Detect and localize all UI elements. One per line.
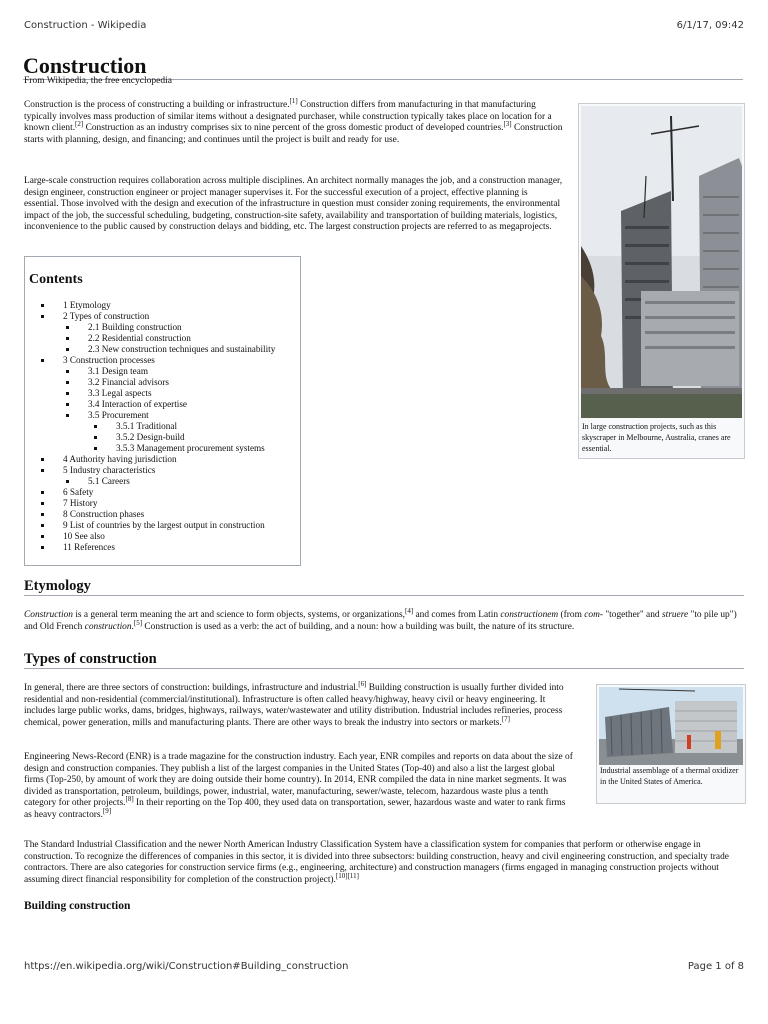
toc-bullet-icon	[41, 524, 44, 527]
toc-item[interactable]	[25, 322, 300, 333]
toc-item-label[interactable]: 6 Safety	[63, 487, 94, 497]
toc-item-label[interactable]: 2.3 New construction techniques and sustainability	[88, 344, 276, 354]
toc-item[interactable]	[25, 355, 300, 366]
toc-item[interactable]	[25, 432, 300, 443]
section-heading-types: Types of construction	[24, 650, 744, 669]
toc-bullet-icon	[41, 502, 44, 505]
citation-link[interactable]: [1]	[289, 96, 298, 105]
toc-bullet-icon	[41, 304, 44, 307]
toc-bullet-icon	[41, 469, 44, 472]
toc-bullet-icon	[41, 535, 44, 538]
intro-paragraph-2: Large-scale construction requires collaboration across multiple disciplines. An architect normally manages the job, and a construction manager, design engineer, construction engineer or project manager supervises it. For the successful execution of a project, effective planning is essential. Those involved with the design and execution of the infrastructure in question must consider zoning requirements, the environmental impact of the job, the successful scheduling, budgeting, construction-site safety, availability and transportation of building materials, logistics, inconvenience to the public caused by construction delays and bidding, etc. The largest construction projects are referred to as megaprojects.	[24, 176, 563, 232]
citation-link[interactable]: [10][11]	[335, 871, 359, 880]
toc-bullet-icon	[41, 315, 44, 318]
toc-bullet-icon	[66, 381, 69, 384]
print-footer-url[interactable]: https://en.wikipedia.org/wiki/Construction#Building_construction	[24, 961, 349, 972]
toc-item[interactable]	[25, 333, 300, 344]
infobox-skyscraper	[578, 103, 745, 459]
subsection-heading-building-construction: Building construction	[24, 900, 131, 912]
toc-item-label[interactable]: 8 Construction phases	[63, 509, 145, 519]
toc-bullet-icon	[66, 392, 69, 395]
table-of-contents	[24, 256, 301, 566]
print-header-datetime: 6/1/17, 09:42	[676, 20, 744, 31]
toc-item[interactable]	[25, 443, 300, 454]
toc-item[interactable]	[25, 300, 300, 311]
toc-item-label[interactable]: 11 References	[63, 542, 115, 552]
toc-item[interactable]	[25, 454, 300, 465]
toc-bullet-icon	[41, 458, 44, 461]
toc-item-label[interactable]: 3.5.3 Management procurement systems	[116, 443, 265, 453]
citation-link[interactable]: [8]	[125, 794, 134, 803]
toc-item[interactable]	[25, 344, 300, 355]
toc-item-label[interactable]: 3 Construction processes	[63, 355, 155, 365]
toc-item-label[interactable]: 3.1 Design team	[88, 366, 148, 376]
section-heading-etymology: Etymology	[24, 577, 744, 596]
toc-bullet-icon	[41, 359, 44, 362]
toc-item[interactable]	[25, 531, 300, 542]
toc-item[interactable]	[25, 520, 300, 531]
toc-item-label[interactable]: 3.5.1 Traditional	[116, 421, 178, 431]
toc-bullet-icon	[66, 326, 69, 329]
thermal-oxidizer-photo[interactable]	[599, 687, 743, 765]
toc-item-label[interactable]: 9 List of countries by the largest output in construction	[63, 520, 265, 530]
toc-bullet-icon	[41, 491, 44, 494]
intro-paragraph-1: Construction is the process of constructing a building or infrastructure.[1] Construction differs from manufacturing in that manufacturing typically involves mass production of similar items without a designated purchaser, while construction typically takes place on location for a known client.[2] Construction as an industry comprises six to nine percent of the gross domestic product of developed countries.[3] Construction starts with planning, design, and financing; and continues until the project is built and ready for use.	[24, 96, 563, 145]
types-paragraph-1: In general, there are three sectors of construction: buildings, infrastructure and industrial.[6] Building construction is usually further divided into residential and non-residential (commercial/institutional). Infrastructure is often called heavy/highway, heavy civil or heavy engineering. It includes large public works, dams, bridges, highways, railways, water/wastewater and utility distribution. Industrial includes refineries, process chemical, power generation, mills and manufacturing plants. There are other ways to break the industry into sectors or markets.[7]	[24, 679, 564, 728]
toc-list	[25, 300, 300, 553]
site-tagline: From Wikipedia, the free encyclopedia	[24, 76, 172, 86]
toc-bullet-icon	[94, 425, 97, 428]
toc-bullet-icon	[66, 403, 69, 406]
toc-item-label[interactable]: 7 History	[63, 498, 98, 508]
citation-link[interactable]: [6]	[358, 679, 367, 688]
toc-item-label[interactable]: 1 Etymology	[63, 300, 111, 310]
toc-item-label[interactable]: 3.5.2 Design-build	[116, 432, 185, 442]
toc-bullet-icon	[41, 546, 44, 549]
citation-link[interactable]: [4]	[405, 606, 414, 615]
toc-item[interactable]	[25, 410, 300, 421]
toc-item[interactable]	[25, 509, 300, 520]
skyscraper-photo[interactable]	[581, 106, 742, 418]
etymology-paragraph: Construction is a general term meaning the art and science to form objects, systems, or organizations,[4] and comes from Latin constructionem (from com- "together" and struere "to pile up") and Old French construction.[5] Construction is used as a verb: the act of building, and a noun: how a building was built, the nature of its structure.	[24, 606, 737, 632]
toc-item[interactable]	[25, 366, 300, 377]
toc-item[interactable]	[25, 399, 300, 410]
toc-item-label[interactable]: 3.3 Legal aspects	[88, 388, 152, 398]
toc-bullet-icon	[41, 513, 44, 516]
toc-item-label[interactable]: 10 See also	[63, 531, 105, 541]
toc-item-label[interactable]: 4 Authority having jurisdiction	[63, 454, 177, 464]
print-header	[24, 20, 744, 34]
toc-item[interactable]	[25, 388, 300, 399]
citation-link[interactable]: [3]	[503, 119, 512, 128]
toc-item[interactable]	[25, 311, 300, 322]
infobox-caption: Industrial assemblage of a thermal oxidizer in the United States of America.	[600, 766, 739, 786]
toc-item[interactable]	[25, 542, 300, 553]
toc-bullet-icon	[94, 436, 97, 439]
citation-link[interactable]: [2]	[75, 119, 84, 128]
toc-item-label[interactable]: 3.5 Procurement	[88, 410, 149, 420]
citation-link[interactable]: [9]	[102, 806, 112, 815]
page-title: Construction	[23, 54, 743, 80]
toc-item[interactable]	[25, 377, 300, 388]
infobox-thermal-oxidizer	[596, 684, 746, 804]
print-footer	[24, 961, 744, 975]
print-footer-page-number: Page 1 of 8	[687, 961, 744, 972]
toc-item[interactable]	[25, 498, 300, 509]
types-paragraph-3: The Standard Industrial Classification and the newer North American Industry Classification System have a classification system for companies that perform or otherwise engage in construction. To recognize the differences of companies in this sector, it is divided into three subsectors: building construction, heavy and civil engineering construction, and specialty trade contractors. There are also categories for construction service firms (e.g., engineering, architecture) and construction managers (firms engaged in managing construction projects without assuming direct financial responsibility for completion of the construction project).[10][11]	[24, 840, 729, 885]
toc-item-label[interactable]: 3.4 Interaction of expertise	[88, 399, 187, 409]
toc-item[interactable]	[25, 421, 300, 432]
toc-bullet-icon	[66, 480, 69, 483]
toc-item[interactable]	[25, 487, 300, 498]
toc-bullet-icon	[66, 348, 69, 351]
toc-bullet-icon	[66, 370, 69, 373]
toc-item-label[interactable]: 2.1 Building construction	[88, 322, 182, 332]
toc-item-label[interactable]: 2 Types of construction	[63, 311, 150, 321]
toc-bullet-icon	[94, 447, 97, 450]
toc-bullet-icon	[66, 337, 69, 340]
toc-item-label[interactable]: 2.2 Residential construction	[88, 333, 191, 343]
citation-link[interactable]: [5]	[133, 618, 143, 627]
toc-item-label[interactable]: 5 Industry characteristics	[63, 465, 156, 475]
toc-title: Contents	[29, 272, 83, 287]
citation-link[interactable]: [7]	[501, 714, 510, 723]
print-header-title: Construction - Wikipedia	[24, 20, 147, 31]
toc-item-label[interactable]: 3.2 Financial advisors	[88, 377, 169, 387]
toc-item[interactable]	[25, 476, 300, 487]
toc-item-label[interactable]: 5.1 Careers	[88, 476, 130, 486]
toc-item[interactable]	[25, 465, 300, 476]
toc-bullet-icon	[66, 414, 69, 417]
infobox-caption: In large construction projects, such as this skyscraper in Melbourne, Australia, cranes are essential.	[582, 422, 731, 453]
types-paragraph-2: Engineering News-Record (ENR) is a trade magazine for the construction industry. Each year, ENR compiles and reports on data about the size of design and construction companies. They publish a list of the largest companies in the United States (Top-40) and also a list the largest global firms (Top-250, by amount of work they are doing outside their home country). In 2014, ENR compiled the data in nine market segments. It was divided as transportation, petroleum, buildings, power, industrial, water, manufacturing, sewer/waste, telecom, hazardous waste plus a tenth category for other projects.[8] In their reporting on the Top 400, they used data on transportation, sewer, hazardous waste and water to rank firms as heavy contractors.[9]	[24, 752, 573, 820]
